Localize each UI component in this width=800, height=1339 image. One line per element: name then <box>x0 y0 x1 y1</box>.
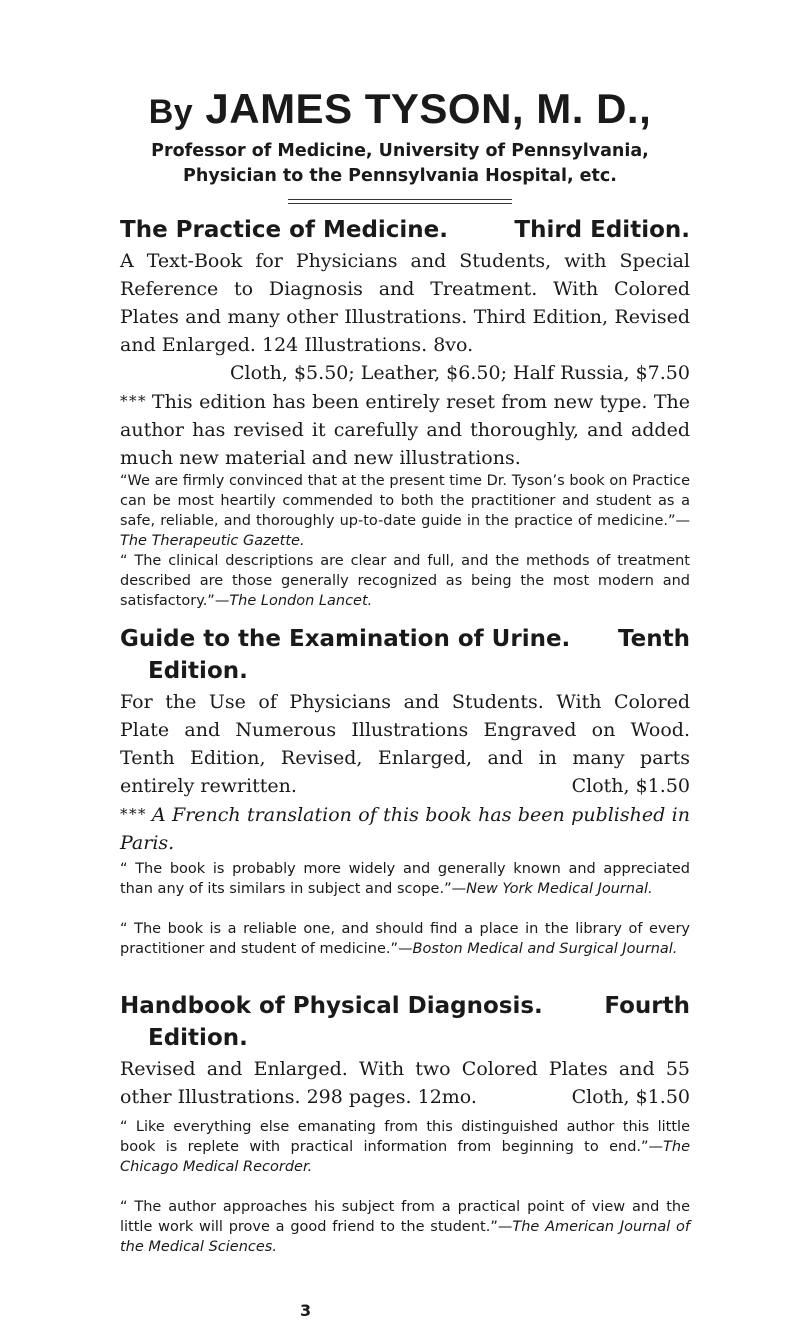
author-heading <box>120 86 680 135</box>
book-price: Cloth, $5.50; Leather, $6.50; Half Russia, $7.50 <box>229 362 690 384</box>
review-source: Boston Medical and Surgical Journal. <box>412 941 678 957</box>
note-asterism: * * * <box>120 392 146 410</box>
review-text: “ The book is probably more widely and generally known and appreciated than any of its similars in subject and scope.”— <box>120 861 690 897</box>
book-edition-cont: Edition. <box>148 658 248 684</box>
book-edition: Fourth <box>604 993 690 1019</box>
author-credential-line-2: Physician to the Pennsylvania Hospital, etc. <box>183 166 617 186</box>
book-note <box>120 800 690 857</box>
book-edition-cont: Edition. <box>148 1025 248 1051</box>
review-text: “ The author approaches his subject from a practical point of view and the little work will prove a good friend to the student.”— <box>120 1199 690 1235</box>
book-title-urine <box>120 623 690 687</box>
note-text: A French translation of this book has been published in Paris. <box>120 804 690 854</box>
review-quote <box>120 859 690 899</box>
book-title-diagnosis <box>120 990 690 1054</box>
review-text: “We are firmly convinced that at the present time Dr. Tyson’s book on Practice can be most heartily commended to both the practitioner and student as a safe, reliable, and thoroughly up-to-date guide in the practice of medicine.”— <box>120 473 690 529</box>
review-text: “ The book is a reliable one, and should find a place in the library of every practitioner and student of medicine.”— <box>120 921 690 957</box>
book-title: The Practice of Medicine. <box>120 217 449 243</box>
book-note <box>120 387 690 472</box>
review-source: The Chicago Medical Recorder. <box>120 1139 690 1175</box>
author-credential-line-1: Professor of Medicine, University of Pennsylvania, <box>151 141 649 161</box>
review-text: “ Like everything else emanating from this distinguished author this little book is replete with practical information from beginning to end.”— <box>120 1119 690 1155</box>
book-price: Cloth, $1.50 <box>571 1086 690 1108</box>
book-title: Handbook of Physical Diagnosis. <box>120 993 543 1019</box>
review-quote <box>120 1197 690 1257</box>
author-name: JAMES TYSON, M. D., <box>205 85 652 132</box>
book-title: Guide to the Examination of Urine. <box>120 626 571 652</box>
review-source: New York Medical Journal. <box>466 881 653 897</box>
book-description: For the Use of Physicians and Students. With Colored Plate and Numerous Illustrations Engraved on Wood. Tenth Edition, Revised, Enlarged, and in many parts entirely rewritten. <box>120 691 690 797</box>
review-text: “ The clinical descriptions are clear and full, and the methods of treatment described are those generally recognized as being the most modern and satisfactory.”— <box>120 553 690 609</box>
review-quote <box>120 919 690 959</box>
review-source: The London Lancet. <box>229 593 373 609</box>
review-source: The American Journal of the Medical Sciences. <box>120 1219 690 1255</box>
book-description: Revised and Enlarged. With two Colored Plates and 55 other Illustrations. 298 pages. 12mo. <box>120 1058 690 1108</box>
author-by: By <box>148 93 194 131</box>
review-quote <box>120 471 690 551</box>
book-edition: Third Edition. <box>514 217 690 243</box>
note-text: This edition has been entirely reset from new type. The author has revised it carefully and thoroughly, and added much new material and new illustrations. <box>120 391 690 469</box>
header-divider <box>288 203 512 204</box>
header-divider <box>288 199 512 200</box>
page-number: 3 <box>300 1301 312 1320</box>
review-quote <box>120 1117 690 1177</box>
review-quote <box>120 551 690 611</box>
book-description: A Text-Book for Physicians and Students, with Special Reference to Diagnosis and Treatment. With Colored Plates and many other Illustrations. Third Edition, Revised and Enlarged. 124 Illustrations. 8vo. <box>120 250 690 356</box>
book-title-practice <box>120 214 690 246</box>
review-source: The Therapeutic Gazette. <box>120 533 305 549</box>
book-edition: Tenth <box>618 626 690 652</box>
note-asterism: * * * <box>120 805 146 823</box>
book-price: Cloth, $1.50 <box>571 775 690 797</box>
